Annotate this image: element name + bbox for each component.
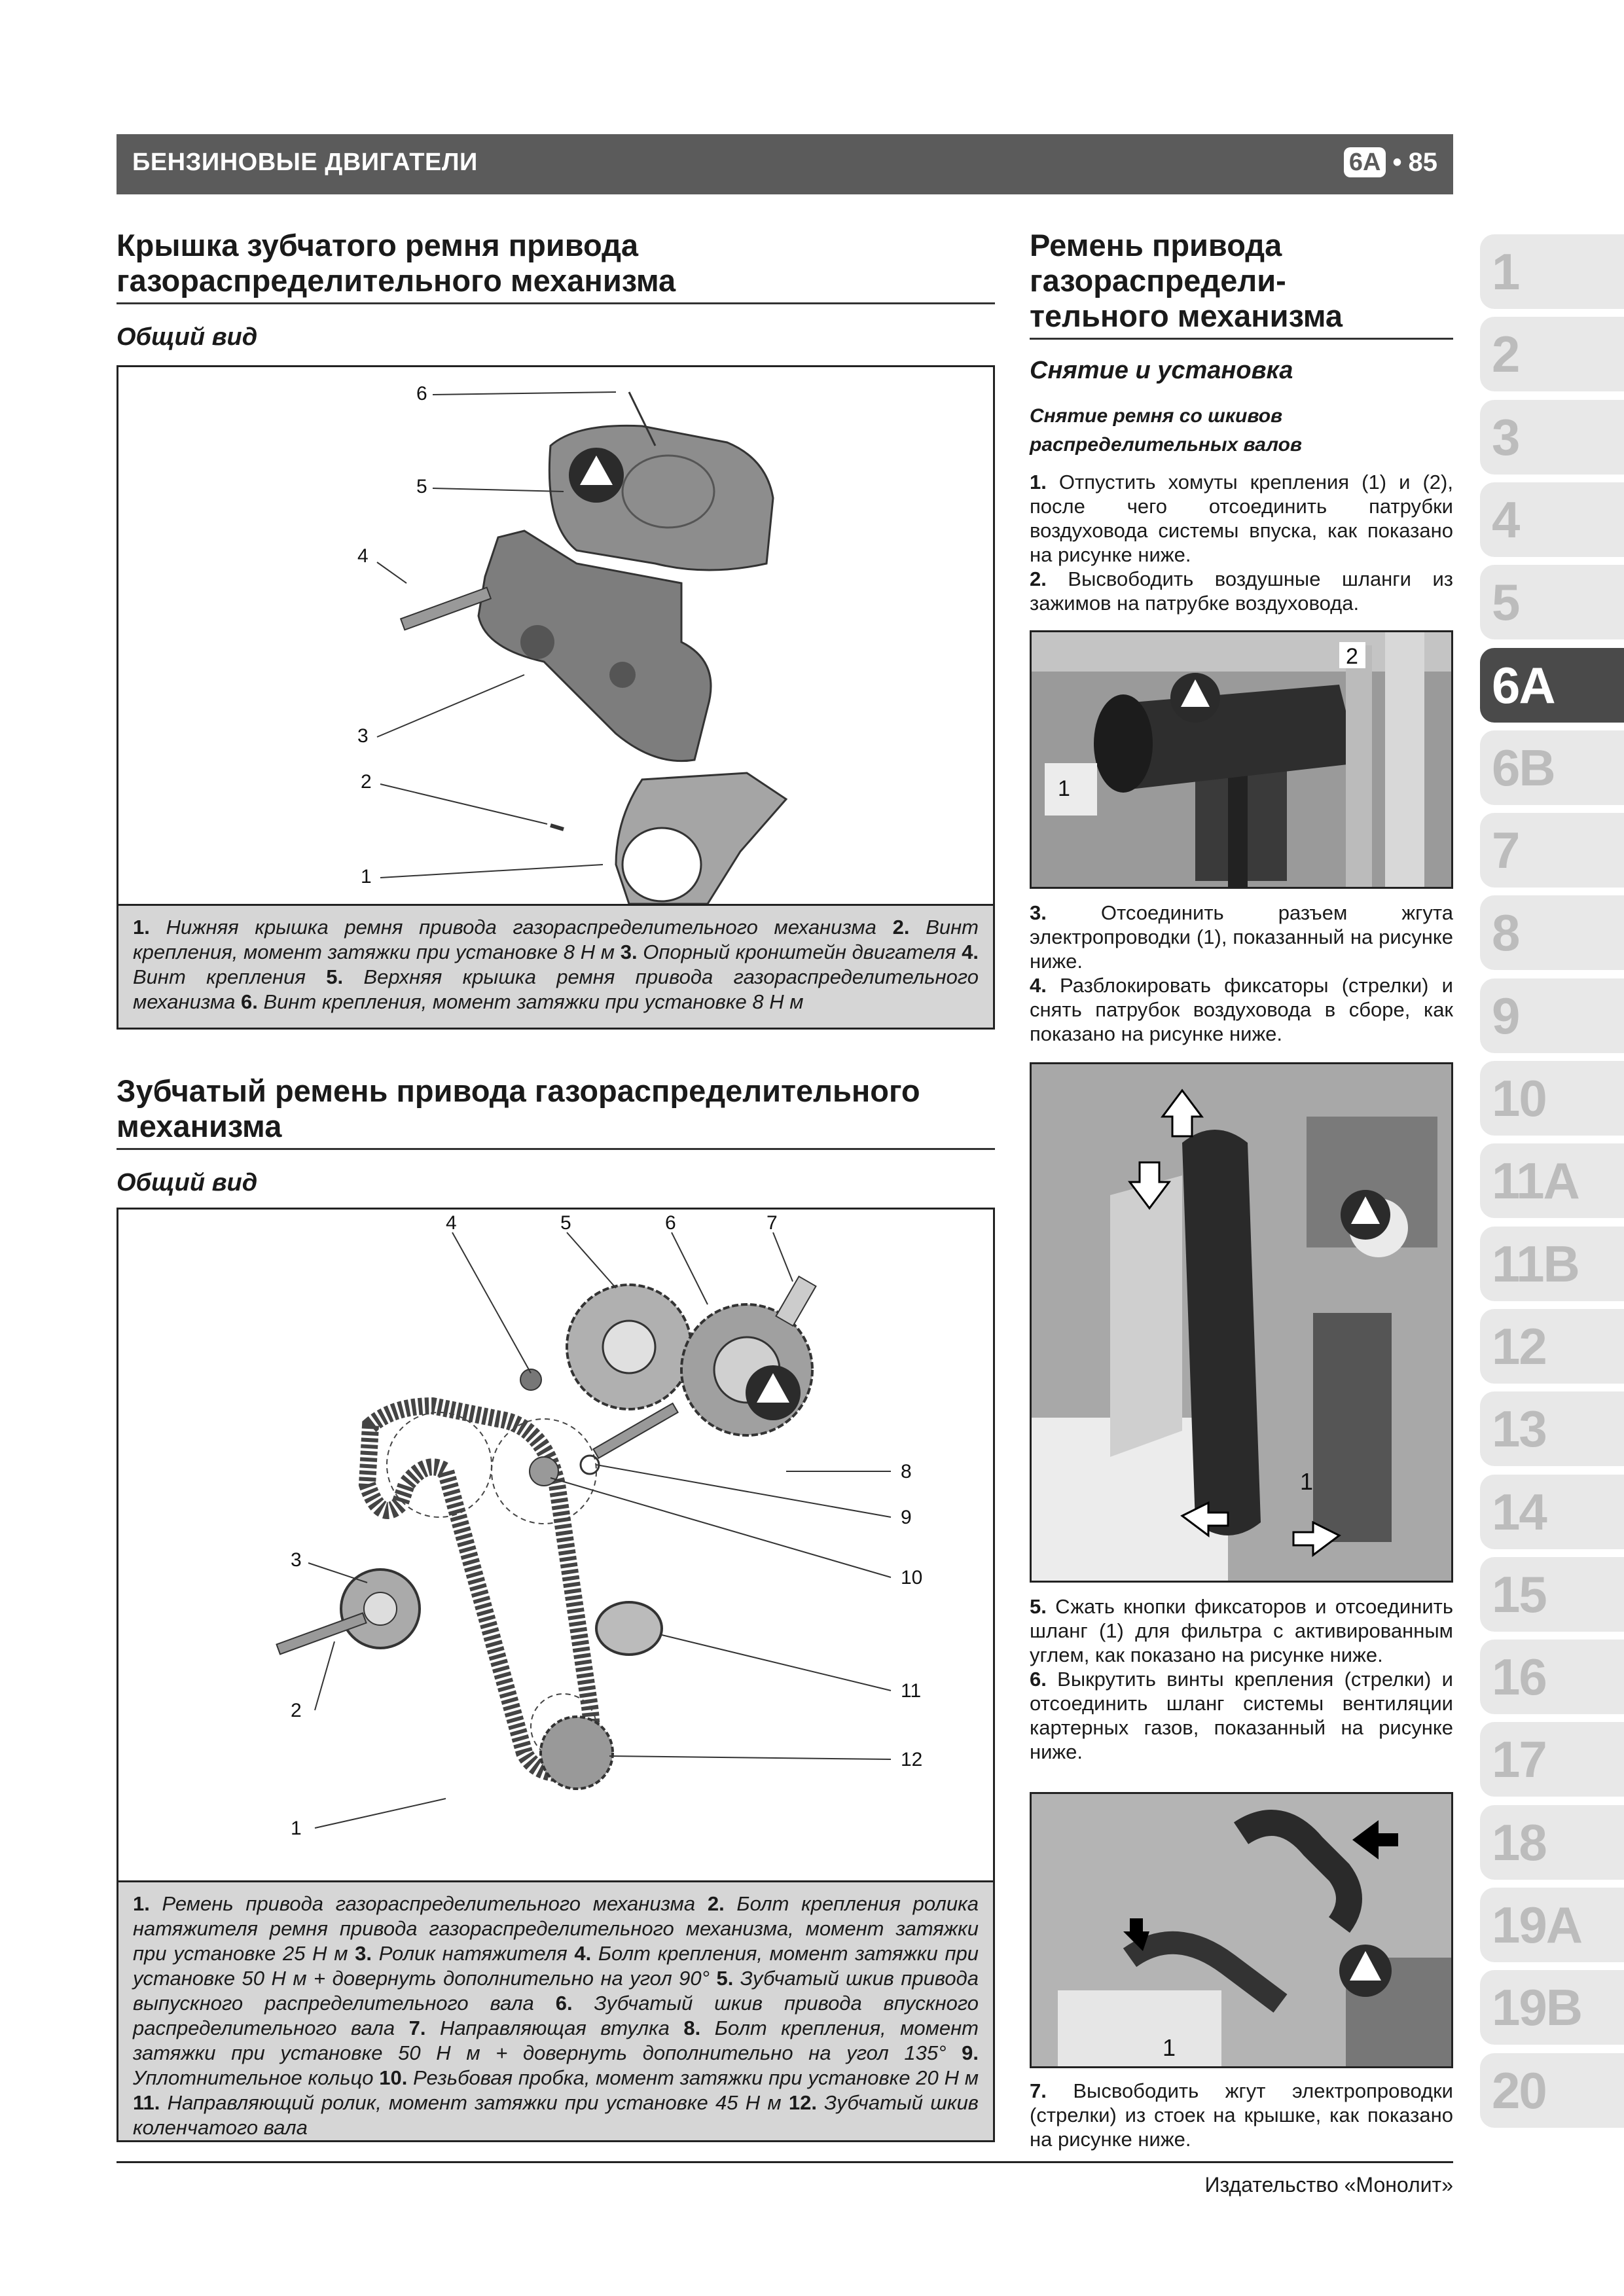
caption-item-text: Болт крепления ролика натяжителя ремня привода газораспределительного механизма, момент затяжки при установке 25 Н м bbox=[133, 1892, 979, 1965]
chapter-tab-11a[interactable] bbox=[1480, 1143, 1624, 1218]
chapter-tab-label: 19A bbox=[1492, 1896, 1582, 1954]
photo1-label-1: 1 bbox=[1058, 776, 1070, 801]
page-number: 85 bbox=[1408, 147, 1437, 177]
chapter-tab-1[interactable] bbox=[1480, 234, 1624, 309]
caption-item-text: Зубчатый шкив привода выпускного распределительного вала bbox=[133, 1967, 979, 2015]
section1-heading-line2: газораспределительного механизма bbox=[117, 263, 676, 298]
caption-item-number: 10. bbox=[379, 2066, 408, 2089]
caption-item-number: 6. bbox=[241, 990, 258, 1013]
caption-item-number: 7. bbox=[408, 2017, 426, 2039]
step-5: 5. Сжать кнопки фиксаторов и отсоединить шланг (1) для фильтра с активированным углем, как показано на рисунке ниже. bbox=[1030, 1595, 1453, 1666]
label-6: 6 bbox=[665, 1212, 676, 1234]
label-4: 4 bbox=[357, 545, 369, 567]
chapter-tab-6a[interactable] bbox=[1480, 648, 1624, 723]
caption-item-text: Зубчатый шкив привода впускного распределительного вала bbox=[133, 1992, 979, 2039]
section2-heading bbox=[117, 1073, 995, 1150]
caption-item-number: 3. bbox=[355, 1942, 372, 1965]
caption-item-number: 12. bbox=[788, 2091, 817, 2114]
label-1: 1 bbox=[361, 866, 372, 888]
steps-1-2 bbox=[1030, 470, 1453, 615]
timing-belt-drawing bbox=[118, 1210, 993, 1880]
caption-item-number: 4. bbox=[962, 941, 979, 963]
caption-item-text: Ролик натяжителя bbox=[372, 1942, 575, 1965]
label-3: 3 bbox=[291, 1549, 302, 1571]
chapter-tab-label: 2 bbox=[1492, 325, 1519, 384]
timing-cover-figure bbox=[117, 365, 995, 1030]
caption-item-text: Болт крепления, момент затяжки при установке 50 Н м + довернуть дополнительно на угол 135° bbox=[133, 2017, 979, 2064]
label-9: 9 bbox=[901, 1507, 912, 1528]
label-5: 5 bbox=[560, 1212, 571, 1234]
caption-item-number: 6. bbox=[555, 1992, 573, 2015]
separator: • bbox=[1392, 147, 1402, 177]
chapter-tab-label: 7 bbox=[1492, 821, 1519, 880]
chapter-tab-2[interactable] bbox=[1480, 317, 1624, 391]
chapter-tab-5[interactable] bbox=[1480, 565, 1624, 639]
chapter-tab-11b[interactable] bbox=[1480, 1227, 1624, 1301]
photo-air-duct bbox=[1030, 1062, 1453, 1583]
publisher: Издательство «Монолит» bbox=[1204, 2173, 1453, 2197]
photo1-label-2: 2 bbox=[1346, 644, 1358, 669]
footer-rule bbox=[117, 2161, 1453, 2163]
chapter-tab-label: 12 bbox=[1492, 1317, 1546, 1375]
chapter-tab-label: 5 bbox=[1492, 573, 1519, 632]
right-subheading: Снятие и установка bbox=[1030, 357, 1293, 384]
page-number-block bbox=[1344, 147, 1437, 177]
right-heading-line2: газораспредели- bbox=[1030, 263, 1286, 298]
chapter-tab-label: 14 bbox=[1492, 1482, 1546, 1541]
chapter-tab-18[interactable] bbox=[1480, 1805, 1624, 1880]
section2-heading-line2: механизма bbox=[117, 1109, 282, 1143]
timing-belt-figure bbox=[117, 1208, 995, 2142]
right-heading-line3: тельного механизма bbox=[1030, 298, 1343, 333]
label-8: 8 bbox=[901, 1461, 912, 1482]
timing-cover-drawing bbox=[118, 367, 993, 904]
chapter-tab-label: 16 bbox=[1492, 1648, 1546, 1706]
section1-heading bbox=[117, 228, 995, 304]
caption-item-number: 11. bbox=[133, 2091, 160, 2114]
label-6: 6 bbox=[416, 383, 427, 404]
photo3-label-1: 1 bbox=[1163, 2034, 1176, 2061]
label-5: 5 bbox=[416, 476, 427, 497]
photo-air-intake bbox=[1030, 630, 1453, 889]
chapter-tab-label: 19B bbox=[1492, 1979, 1582, 2037]
step-6: 6. Выкрутить винты крепления (стрелки) и отсоединить шланг системы вентиляции картерных газов, показанный на рисунке ниже. bbox=[1030, 1668, 1453, 1763]
steps-5-6 bbox=[1030, 1594, 1453, 1764]
label-12: 12 bbox=[901, 1749, 923, 1770]
photo-crankcase-hose-drawing bbox=[1032, 1794, 1451, 2066]
chapter-tab-17[interactable] bbox=[1480, 1722, 1624, 1797]
chapter-tab-label: 6B bbox=[1492, 738, 1555, 797]
section1-caption bbox=[118, 904, 993, 1028]
running-header-title: БЕНЗИНОВЫЕ ДВИГАТЕЛИ bbox=[132, 149, 478, 176]
chapter-tab-label: 15 bbox=[1492, 1565, 1546, 1623]
caption-item-number: 1. bbox=[133, 1892, 150, 1915]
caption-item-number: 1. bbox=[133, 916, 150, 939]
step-7-block bbox=[1030, 2079, 1453, 2151]
caption-item-text: Нижняя крышка ремня привода газораспределительного механизма bbox=[149, 916, 893, 939]
caption-item-number: 9. bbox=[962, 2041, 979, 2064]
step-7: 7. Высвободить жгут электропроводки (стрелки) из стоек на крышке, как показано на рисунке ниже. bbox=[1030, 2079, 1453, 2151]
chapter-tab-7[interactable] bbox=[1480, 813, 1624, 888]
caption-item-number: 5. bbox=[326, 965, 344, 988]
removal-subheading bbox=[1030, 402, 1302, 459]
caption-item-text: Резьбовая пробка, момент затяжки при установке 20 Н м bbox=[407, 2066, 979, 2089]
caption-item-text: Уплотнительное кольцо bbox=[133, 2066, 380, 2089]
caption-item-number: 2. bbox=[707, 1892, 725, 1915]
caption-item-text: Опорный кронштейн двигателя bbox=[637, 941, 962, 963]
chapter-tab-19a[interactable] bbox=[1480, 1888, 1624, 1962]
chapter-tab-15[interactable] bbox=[1480, 1557, 1624, 1632]
step-1: 1. Отпустить хомуты крепления (1) и (2), после чего отсоединить патрубки воздуховода системы впуска, как показано на рисунке ниже. bbox=[1030, 471, 1453, 566]
label-2: 2 bbox=[361, 771, 372, 793]
steps-3-4 bbox=[1030, 901, 1453, 1046]
photo2-label-1: 1 bbox=[1300, 1468, 1314, 1495]
right-heading-line1: Ремень привода bbox=[1030, 228, 1282, 262]
chapter-tab-6b[interactable] bbox=[1480, 730, 1624, 805]
photo-air-intake-drawing bbox=[1032, 632, 1451, 887]
chapter-tab-19b[interactable] bbox=[1480, 1970, 1624, 2045]
chapter-tab-8[interactable] bbox=[1480, 895, 1624, 970]
chapter-tab-label: 8 bbox=[1492, 904, 1519, 962]
section1-subheading: Общий вид bbox=[117, 323, 258, 351]
caption-item-text: Винт крепления bbox=[133, 965, 327, 988]
photo-crankcase-hose bbox=[1030, 1792, 1453, 2068]
caption-item-number: 5. bbox=[716, 1967, 734, 1990]
photo-air-duct-drawing bbox=[1032, 1064, 1451, 1581]
section2-caption bbox=[118, 1880, 993, 2140]
section2-heading-line1: Зубчатый ремень привода газораспределительного bbox=[117, 1073, 920, 1108]
chapter-tab-14[interactable] bbox=[1480, 1475, 1624, 1549]
chapter-tab-13[interactable] bbox=[1480, 1391, 1624, 1466]
chapter-tab-20[interactable] bbox=[1480, 2053, 1624, 2128]
caption-item-number: 4. bbox=[574, 1942, 592, 1965]
label-11: 11 bbox=[901, 1680, 922, 1702]
label-1: 1 bbox=[291, 1818, 302, 1839]
chapter-tab-label: 18 bbox=[1492, 1813, 1546, 1871]
chapter-tab-label: 3 bbox=[1492, 408, 1519, 466]
chapter-tab-label: 1 bbox=[1492, 243, 1519, 300]
removal-subheading-line2: распределительных валов bbox=[1030, 434, 1303, 456]
caption-item-text: Направляющая втулка bbox=[425, 2017, 684, 2039]
step-4: 4. Разблокировать фиксаторы (стрелки) и снять патрубок воздуховода в сборе, как показано на рисунке ниже. bbox=[1030, 974, 1453, 1045]
caption-item-text: Направляющий ролик, момент затяжки при установке 45 Н м bbox=[160, 2091, 789, 2114]
right-section-heading bbox=[1030, 228, 1453, 340]
chapter-tab-label: 4 bbox=[1492, 490, 1519, 548]
caption-item-text: Зубчатый шкив коленчатого вала bbox=[133, 2091, 979, 2139]
chapter-tab-4[interactable] bbox=[1480, 482, 1624, 557]
caption-item-text: Винт крепления, момент затяжки при установке 8 Н м bbox=[257, 990, 804, 1013]
caption-item-number: 2. bbox=[892, 916, 910, 939]
chapter-badge: 6А bbox=[1344, 147, 1386, 177]
chapter-tab-3[interactable] bbox=[1480, 400, 1624, 475]
label-2: 2 bbox=[291, 1700, 302, 1721]
chapter-tab-label: 10 bbox=[1492, 1069, 1546, 1127]
label-4: 4 bbox=[446, 1212, 457, 1234]
label-7: 7 bbox=[767, 1212, 778, 1234]
label-10: 10 bbox=[901, 1567, 923, 1588]
chapter-tab-12[interactable] bbox=[1480, 1309, 1624, 1384]
header-bar bbox=[117, 134, 1453, 194]
chapter-tab-10[interactable] bbox=[1480, 1061, 1624, 1136]
section2-subheading: Общий вид bbox=[117, 1169, 258, 1196]
chapter-tab-label: 17 bbox=[1492, 1731, 1546, 1789]
removal-subheading-line1: Снятие ремня со шкивов bbox=[1030, 405, 1283, 427]
chapter-tab-label: 6A bbox=[1492, 656, 1555, 714]
caption-item-number: 8. bbox=[683, 2017, 701, 2039]
caption-item-number: 3. bbox=[620, 941, 638, 963]
label-3: 3 bbox=[357, 725, 369, 747]
chapter-tab-label: 11A bbox=[1492, 1152, 1579, 1210]
chapter-tab-label: 20 bbox=[1492, 2061, 1546, 2119]
step-2: 2. Высвободить воздушные шланги из зажимов на патрубке воздуховода. bbox=[1030, 567, 1453, 615]
chapter-tab-label: 9 bbox=[1492, 986, 1519, 1045]
step-3: 3. Отсоединить разъем жгута электропроводки (1), показанный на рисунке ниже. bbox=[1030, 901, 1453, 973]
section1-heading-line1: Крышка зубчатого ремня привода bbox=[117, 228, 639, 262]
chapter-tab-9[interactable] bbox=[1480, 978, 1624, 1053]
chapter-tab-label: 11B bbox=[1492, 1234, 1579, 1293]
chapter-tab-16[interactable] bbox=[1480, 1640, 1624, 1714]
caption-item-text: Верхняя крышка ремня привода газораспределительного механизма bbox=[133, 965, 979, 1013]
caption-item-text: Ремень привода газораспределительного механизма bbox=[149, 1892, 708, 1915]
caption-item-text: Винт крепления, момент затяжки при установке 8 Н м bbox=[133, 916, 979, 963]
chapter-tab-label: 13 bbox=[1492, 1400, 1546, 1458]
caption-item-text: Болт крепления, момент затяжки при установке 50 Н м + довернуть дополнительно на угол 90° bbox=[133, 1942, 979, 1990]
